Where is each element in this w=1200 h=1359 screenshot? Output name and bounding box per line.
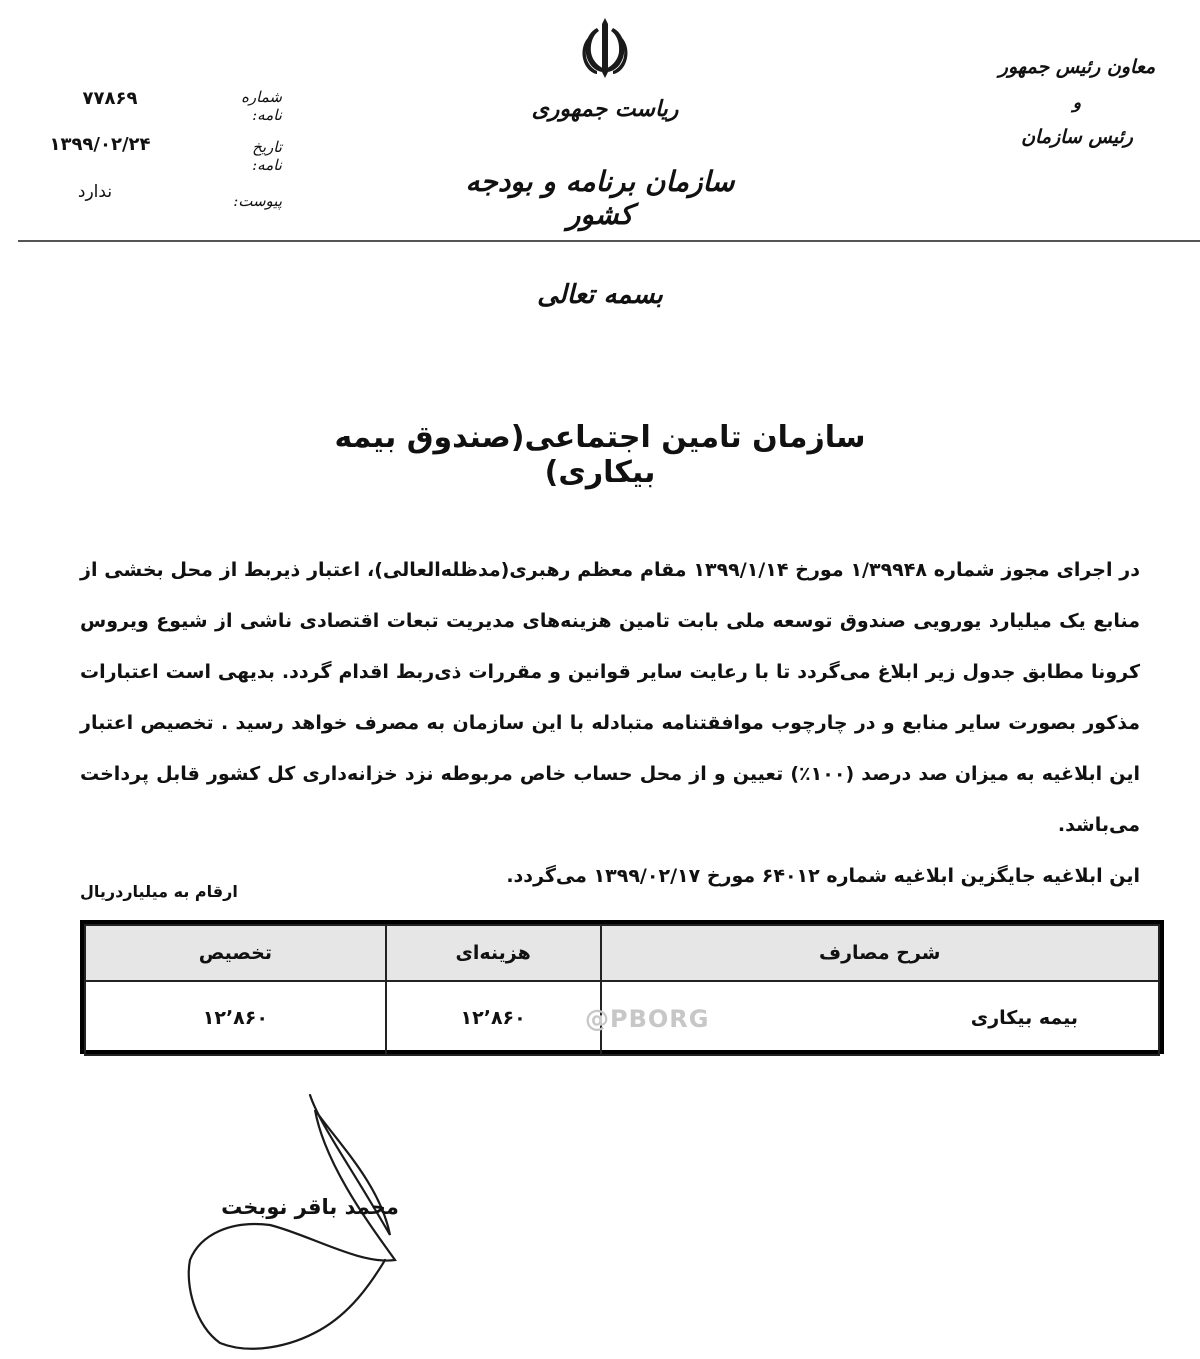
recipient-heading: سازمان تامین اجتماعی(صندوق بیمه بیکاری): [334, 420, 866, 490]
letter-body: [80, 545, 1140, 902]
table-header-description: شرح مصارف: [601, 925, 1159, 981]
letter-number-label: شماره نامه:: [241, 88, 282, 124]
organization-name: سازمان برنامه و بودجه کشور: [465, 165, 735, 231]
table-header-allocation: تخصیص: [85, 925, 386, 981]
iran-emblem-icon: [570, 14, 640, 84]
units-note: ارقام به میلیاردریال: [80, 882, 238, 901]
body-paragraph-1: در اجرای مجوز شماره ۱/۳۹۹۴۸ مورخ ۱۳۹۹/۱/۱۴ مقام معظم رهبری(مدظله‌العالی)، اعتبار ذیربط از محل بخشی از منابع یک میلیارد یورویی صندوق توسعه ملی بابت تامین هزینه‌های مدیریت تبعات اقتصادی ناشی از شیوع ویروس کرونا مطابق جدول زیر ابلاغ می‌گردد تا با رعایت سایر قوانین و مقررات ذی‌ربط اقدام گردد. بدیهی است اعتبارات مذکور بصورت سایر منابع و در چارچوب موافقتنامه متبادله با این سازمان به مصرف خواهد رسید . تخصیص اعتبار این ابلاغیه به میزان صد درصد (۱۰۰٪) تعیین و از محل حساب خاص مربوطه نزد خزانه‌داری کل کشور قابل پرداخت می‌باشد.: [80, 559, 1141, 836]
attachment-value: ندارد: [77, 182, 113, 202]
letter-date-value: ۱۳۹۹/۰۲/۲۴: [49, 134, 151, 155]
body-paragraph-2: این ابلاغیه جایگزین ابلاغیه شماره ۶۴۰۱۲ مورخ ۱۳۹۹/۰۲/۱۷ می‌گردد.: [506, 865, 1140, 887]
letter-date-label: تاریخ نامه:: [252, 138, 282, 174]
signatory-title-line3: رئیس سازمان: [1021, 126, 1133, 148]
signer-name: محمد باقر نوبخت: [221, 1195, 399, 1219]
table-cell-expense: ۱۲٬۸۶۰: [386, 981, 601, 1055]
watermark: @PBORG: [585, 1005, 710, 1033]
letter-number-value: ۷۷۸۶۹: [82, 88, 138, 109]
signatory-title: [992, 58, 1162, 147]
allocation-table: [80, 920, 1164, 1054]
besm-heading: بسمه تعالی: [537, 280, 663, 310]
signatory-title-line2: و: [1072, 93, 1082, 113]
presidency-label: ریاست جمهوری: [531, 96, 679, 122]
attachment-label: پیوست:: [233, 192, 282, 210]
table-cell-description: بیمه بیکاری: [601, 981, 1159, 1055]
table-header-expense: هزینه‌ای: [386, 925, 601, 981]
signatory-title-line1: معاون رئیس جمهور: [998, 56, 1156, 78]
signature-scribble: [150, 1085, 450, 1355]
table-cell-allocation: ۱۲٬۸۶۰: [85, 981, 386, 1055]
header-divider: [18, 240, 1200, 242]
